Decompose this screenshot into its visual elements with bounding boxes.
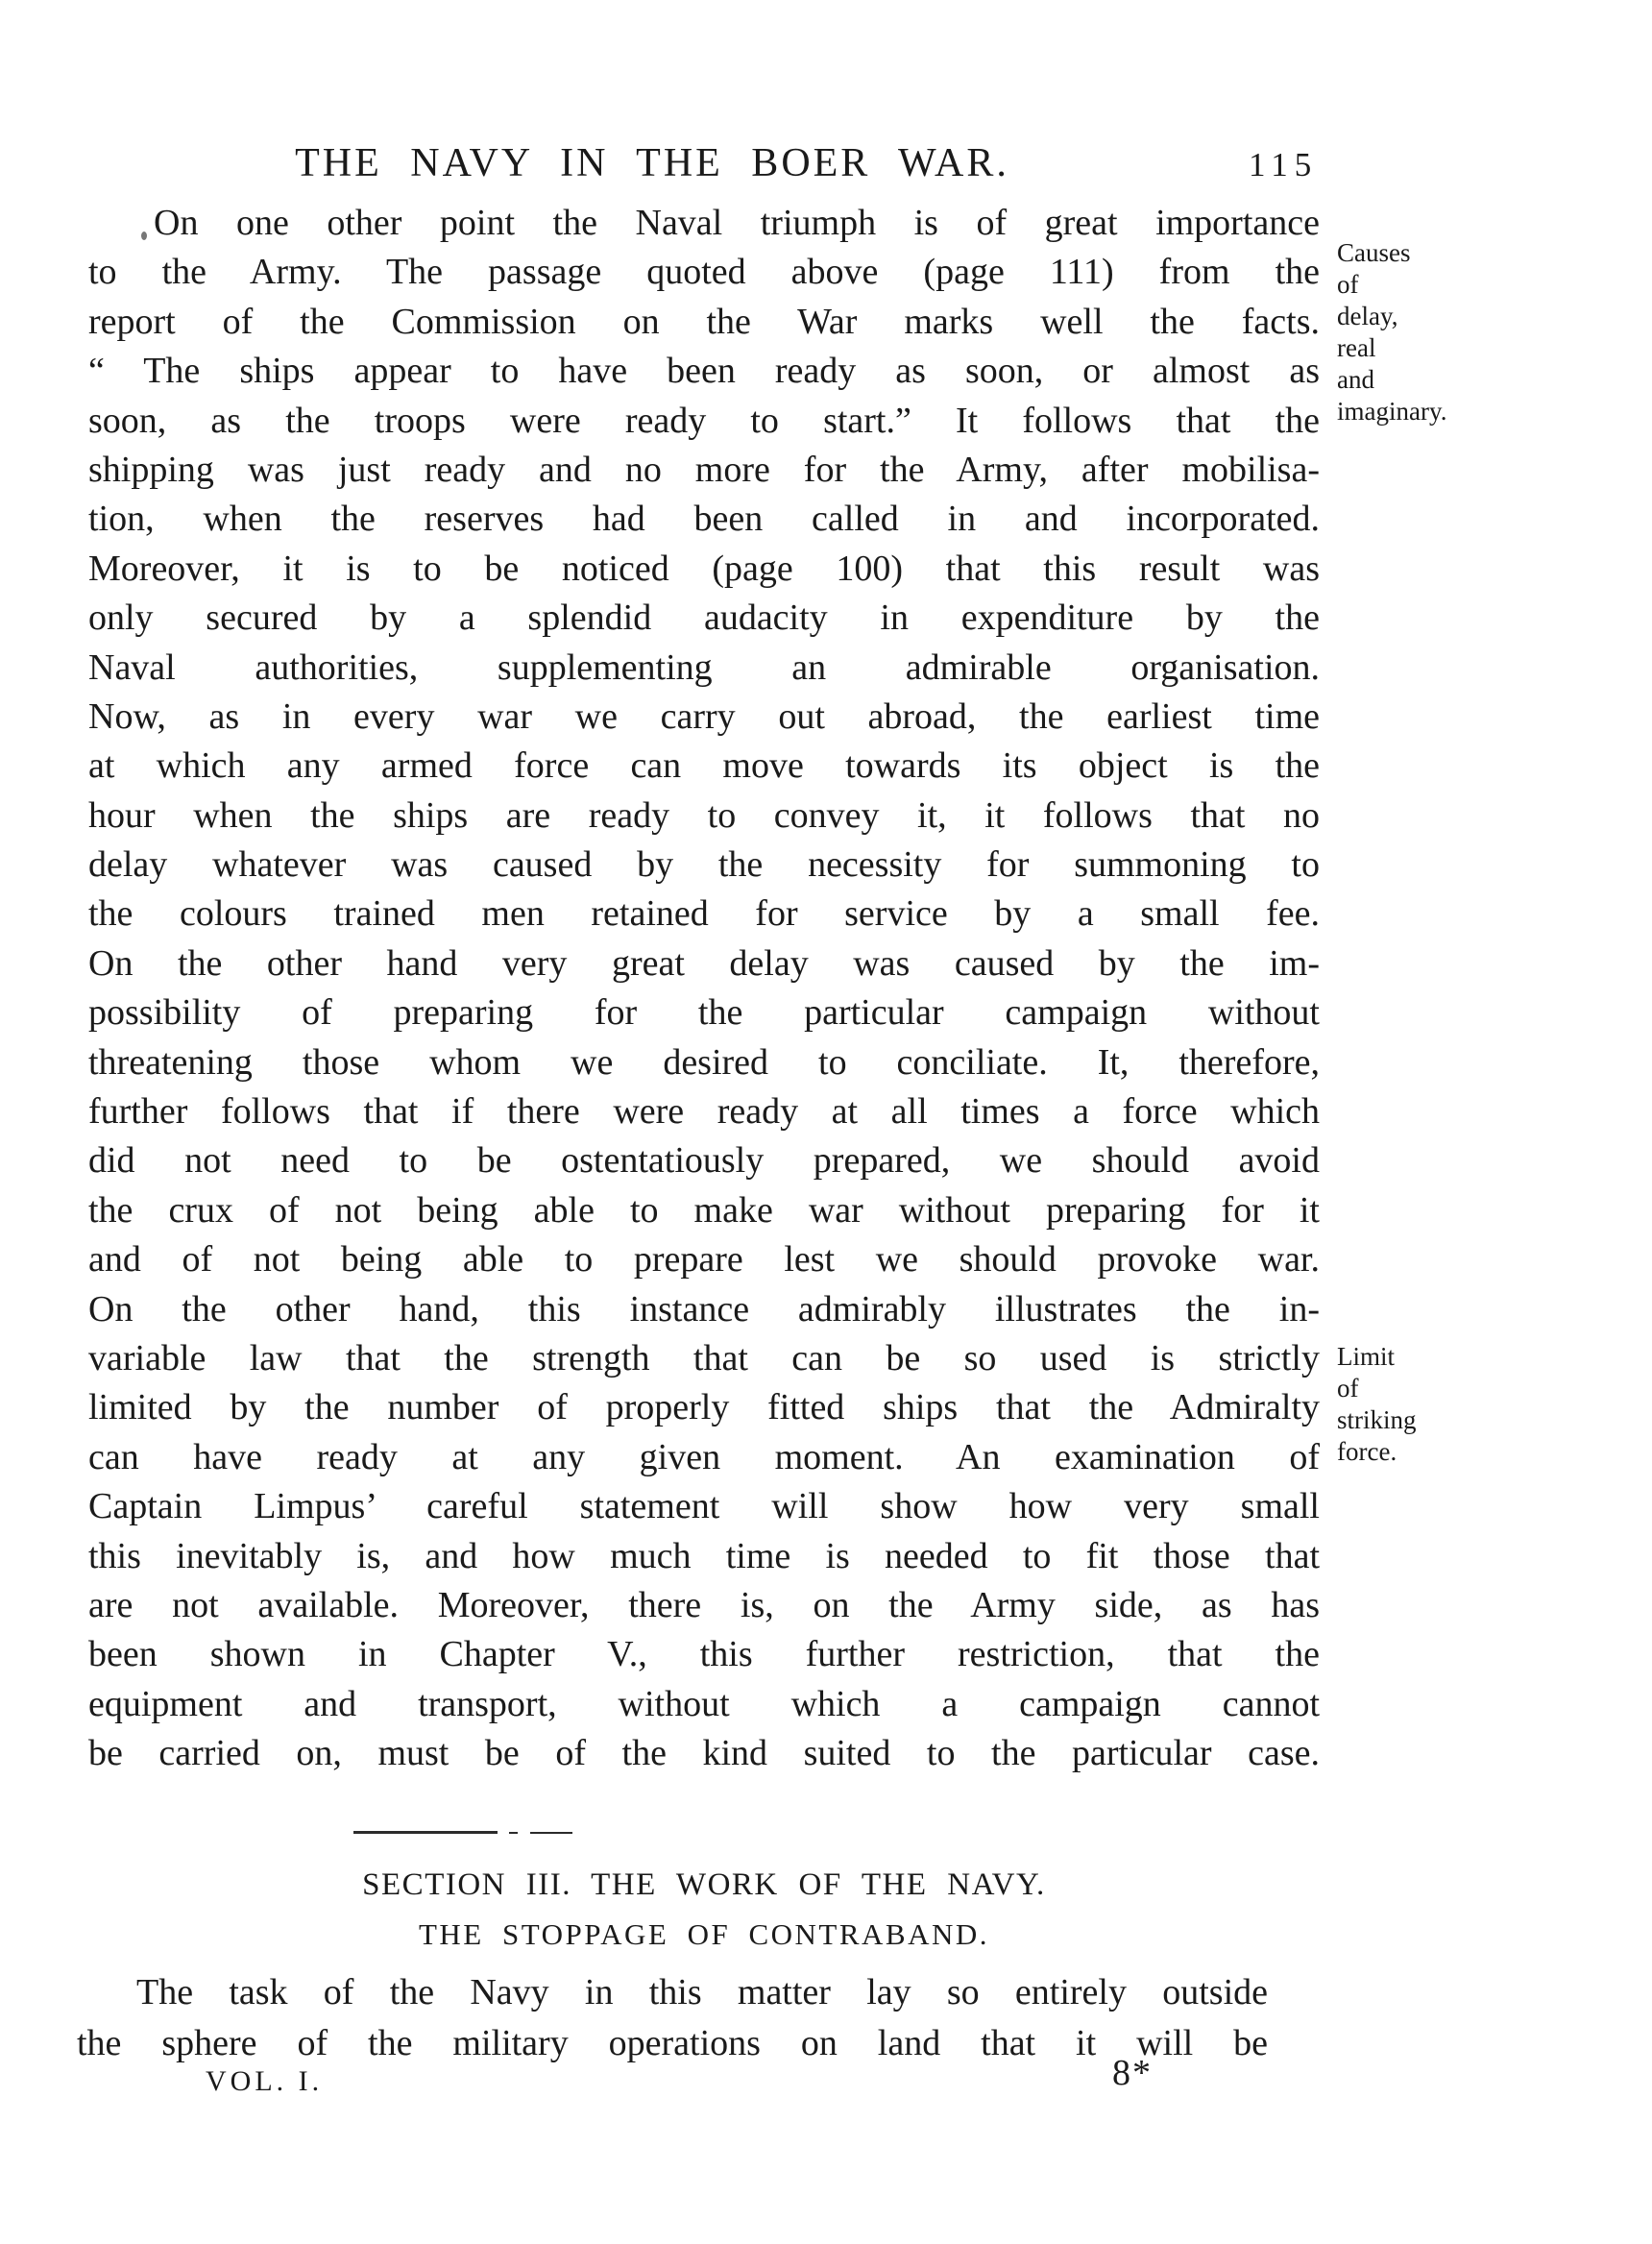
margin-note-line: delay, — [1337, 302, 1398, 330]
text-line: hour when the ships are ready to convey it, it follows that no — [88, 794, 1320, 836]
section-heading: SECTION III. THE WORK OF THE NAVY. — [362, 1867, 1046, 1902]
text-line: only secured by a splendid audacity in expenditure by the — [88, 598, 1320, 639]
text-line: Now, as in every war we carry out abroad, the earliest time — [88, 695, 1320, 737]
page-number: 115 — [1249, 146, 1319, 183]
text-line: “ The ships appear to have been ready as soon, or almost as — [88, 351, 1320, 392]
section-subheading: THE STOPPAGE OF CONTRABAND. — [418, 1917, 990, 1951]
text-line: can have ready at any given moment. An examination of — [88, 1436, 1320, 1477]
text-line: to the Army. The passage quoted above (page 111) from the — [88, 252, 1320, 293]
margin-note-line: of — [1337, 270, 1359, 299]
running-title: THE NAVY IN THE BOER WAR. — [295, 141, 1009, 185]
text-line: Moreover, it is to be noticed (page 100) that this result was — [88, 548, 1320, 589]
margin-note-line: Causes — [1337, 238, 1411, 267]
text-line: tion, when the reserves had been called in and incorporated. — [88, 499, 1320, 540]
text-line: soon, as the troops were ready to start.” It follows that the — [88, 400, 1320, 441]
margin-note-limit-of-striking-force — [1337, 1341, 1567, 1468]
text-line: the crux of not being able to make war without preparing for it — [88, 1189, 1320, 1231]
main-paragraph — [88, 199, 1320, 1779]
text-line: the sphere of the military operations on land that it will be — [77, 2023, 1268, 2063]
text-line: further follows that if there were ready at all times a force which — [88, 1091, 1320, 1133]
text-line: variable law that the strength that can be so used is strictly — [88, 1337, 1320, 1378]
margin-note-line: of — [1337, 1374, 1359, 1402]
text-line: been shown in Chapter V., this further restriction, that the — [88, 1634, 1320, 1675]
margin-note-line: and — [1337, 365, 1374, 394]
text-line: delay whatever was caused by the necessity for summoning to — [88, 844, 1320, 886]
text-line: the colours trained men retained for service by a small fee. — [88, 893, 1320, 935]
section-divider-rule — [353, 1831, 572, 1834]
footer-signature-mark: 8* — [1112, 2053, 1153, 2093]
text-line: are not available. Moreover, there is, on the Army side, as has — [88, 1584, 1320, 1625]
text-line: The task of the Navy in this matter lay so entirely outside — [136, 1972, 1268, 2012]
text-line: at which any armed force can move towards its object is the — [88, 745, 1320, 787]
text-line: threatening those whom we desired to conciliate. It, therefore, — [88, 1041, 1320, 1083]
text-line: and of not being able to prepare lest we should provoke war. — [88, 1239, 1320, 1281]
text-line: be carried on, must be of the kind suited to the particular case. — [88, 1733, 1320, 1774]
footer-volume-label: VOL. I. — [206, 2065, 324, 2097]
margin-note-line: imaginary. — [1337, 397, 1447, 426]
text-line: shipping was just ready and no more for the Army, after mobilisa- — [88, 449, 1320, 490]
text-line: On the other hand very great delay was caused by the im- — [88, 942, 1320, 984]
text-line: On one other point the Naval triumph is of great importance — [154, 203, 1320, 243]
text-line: possibility of preparing for the particular campaign without — [88, 992, 1320, 1034]
margin-note-line: striking — [1337, 1405, 1417, 1434]
text-line: report of the Commission on the War marks well the facts. — [88, 301, 1320, 342]
text-line: limited by the number of properly fitted ships that the Admiralty — [88, 1387, 1320, 1428]
margin-note-line: force. — [1337, 1437, 1397, 1466]
text-line: did not need to be ostentatiously prepared, we should avoid — [88, 1140, 1320, 1182]
text-line: Captain Limpus’ careful statement will show how very small — [88, 1486, 1320, 1527]
margin-note-line: real — [1337, 333, 1376, 362]
margin-note-causes-of-delay — [1337, 237, 1567, 427]
text-line: equipment and transport, without which a campaign cannot — [88, 1683, 1320, 1724]
text-line: On the other hand, this instance admirably illustrates the in- — [88, 1288, 1320, 1329]
text-line: Naval authorities, supplementing an admirable organisation. — [88, 646, 1320, 688]
text-line: this inevitably is, and how much time is needed to fit those that — [88, 1535, 1320, 1576]
margin-note-line: Limit — [1337, 1342, 1395, 1371]
second-paragraph — [77, 1967, 1268, 2069]
